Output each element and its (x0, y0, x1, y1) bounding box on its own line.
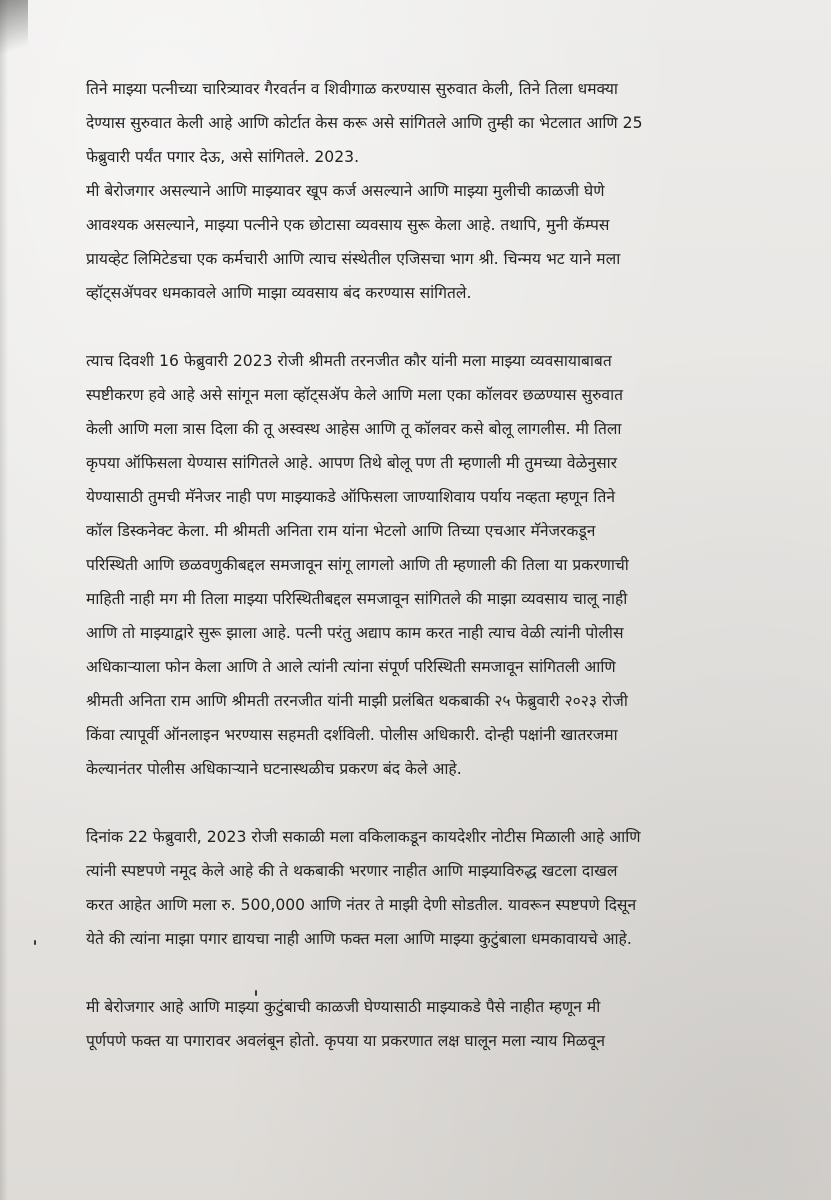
page-corner-shadow (0, 0, 28, 70)
paragraph-request-justice: मी बेरोजगार आहे आणि माझ्या कुटुंबाची काळजी घेण्यासाठी माझ्याकडे पैसे नाहीत म्हणून मी पूर्णपणे फक्त या पगारावर अवलंबून होतो. कृपया या प्रकरणात लक्ष घालून मला न्याय मिळवून (86, 998, 605, 1050)
paragraph-spacer (86, 956, 766, 990)
paragraph-legal-notice: दिनांक 22 फेब्रुवारी, 2023 रोजी सकाळी मला वकिलाकडून कायदेशीर नोटीस मिळाली आहे आणि त्यांनी स्पष्टपणे नमूद केले आहे की ते थकबाकी भरणार नाहीत आणि माझ्याविरुद्ध खटला दाखल करत आहेत आणि मला रु. 500,000 आणि नंतर ते माझी देणी सोडतील. यावरून स्पष्टपणे दिसून येते की त्यांना माझा पगार द्यायचा नाही आणि फक्त मला आणि माझ्या कुटुंबाला धमकावायचे आहे. (86, 828, 641, 948)
ink-speck (255, 990, 257, 996)
ink-speck (34, 940, 36, 945)
paragraph-spacer (86, 310, 766, 344)
paragraph-wife-business: मी बेरोजगार असल्याने आणि माझ्यावर खूप कर्ज असल्याने आणि माझ्या मुलीची काळजी घेणे आवश्यक असल्याने, माझ्या पत्नीने एक छोटासा व्यवसाय सुरू केला आहे. तथापि, मुनी कॅम्पस प्रायव्हेट लिमिटेडचा एक कर्मचारी आणि त्याच संस्थेतील एजिसचा भाग श्री. चिन्मय भट याने मला व्हॉट्सॲपवर धमकावले आणि माझा व्यवसाय बंद करण्यास सांगितले. (86, 182, 621, 302)
paragraph-harassment-threats: तिने माझ्या पत्नीच्या चारित्र्यावर गैरवर्तन व शिवीगाळ करण्यास सुरुवात केली, तिने तिला धमक्या देण्यास सुरुवात केली आहे आणि कोर्टात केस करू असे सांगितले आणि तुम्ही का भेटलात आणि 25 फेब्रुवारी पर्यंत पगार देऊ, असे सांगितले. 2023. (86, 80, 643, 166)
paragraph-spacer (86, 786, 766, 820)
paragraph-office-incident: त्याच दिवशी 16 फेब्रुवारी 2023 रोजी श्रीमती तरनजीत कौर यांनी मला माझ्या व्यवसायाबाबत स्पष्टीकरण हवे आहे असे सांगून मला व्हॉट्सॲप केले आणि मला एका कॉलवर छळण्यास सुरुवात केली आणि मला त्रास दिला की तू अस्वस्थ आहेस आणि तू कॉलवर कसे बोलू लागलीस. मी तिला कृपया ऑफिसला येण्यास सांगितले आहे. आपण तिथे बोलू पण ती म्हणाली मी तुमच्या वेळेनुसार येण्यासाठी तुमची मॅनेजर नाही पण माझ्याकडे ऑफिसला जाण्याशिवाय पर्याय नव्हता म्हणून तिने कॉल डिस्कनेक्ट केला. मी श्रीमती अनिता राम यांना भेटलो आणि तिच्या एचआर मॅनेजरकडून परिस्थिती आणि छळवणुकीबद्दल समजावून सांगू लागलो आणि ती म्हणाली की तिला या प्रकरणाची माहिती नाही मग मी तिला माझ्या परिस्थितीबद्दल समजावून सांगितले की माझा व्यवसाय चालू नाही आणि तो माझ्याद्वारे सुरू झाला आहे. पत्नी परंतु अद्याप काम करत नाही त्याच वेळी त्यांनी पोलीस अधिकाऱ्याला फोन केला आणि ते आले त्यांनी त्यांना संपूर्ण परिस्थिती समजावून सांगितली आणि श्रीमती अनिता राम आणि श्रीमती तरनजीत यांनी माझी प्रलंबित थकबाकी २५ फेब्रुवारी २०२३ रोजी किंवा त्यापूर्वी ऑनलाइन भरण्यास सहमती दर्शविली. पोलीस अधिकारी. दोन्ही पक्षांनी खातरजमा केल्यानंतर पोलीस अधिकाऱ्याने घटनास्थळीच प्रकरण बंद केले आहे. (86, 352, 629, 778)
page-edge-shadow (0, 0, 8, 1200)
document-body (86, 72, 766, 1058)
